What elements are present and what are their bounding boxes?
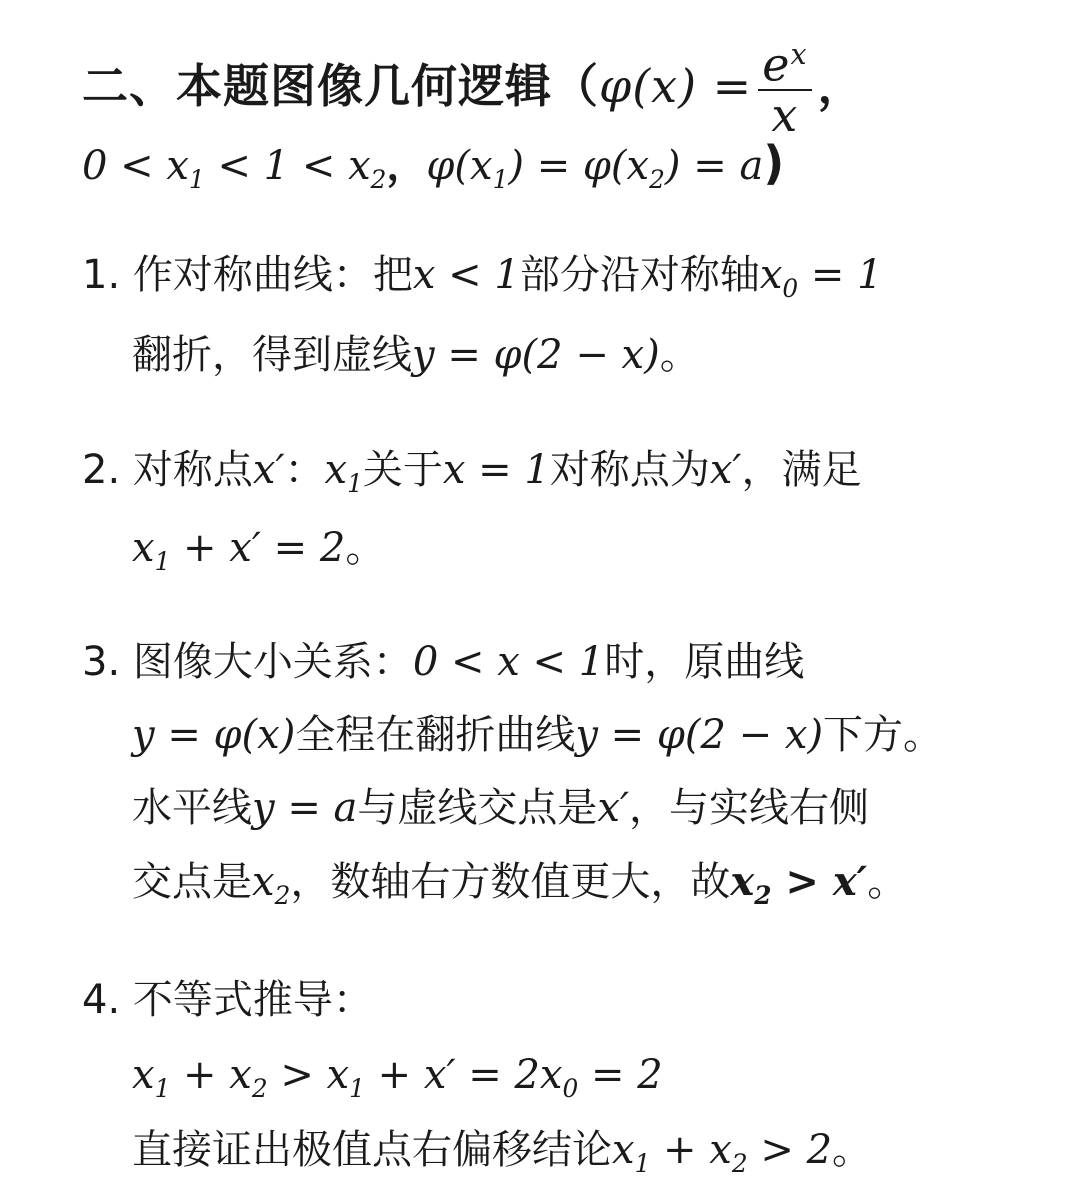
item-3-math: 0 < x < 1 [412, 639, 605, 685]
item-4-text: 直接证出极值点右偏移结论 [132, 1127, 612, 1173]
item-3-text: 全程在翻折曲线 [295, 712, 576, 758]
item-3-math: $x_2$ [252, 859, 291, 910]
item-2-number: 2. [82, 447, 121, 493]
frac-num-base: e [762, 37, 791, 92]
item-1-text: 翻折，得到虚线 [132, 332, 412, 378]
item-1-text: 作对称曲线：把 [132, 252, 413, 298]
item-2-text: ，满足 [741, 447, 862, 493]
section-heading [82, 37, 865, 142]
item-3-text: ，与实线右侧 [629, 785, 870, 831]
item-2-math: $x_1$ [324, 447, 363, 498]
item-1-text: 。 [659, 332, 700, 378]
item-1-line-1 [82, 252, 883, 303]
cond-close-paren: ) [763, 136, 785, 190]
item-3-text: 水平线 [132, 785, 252, 831]
item-4-math: $x_1 + x_2 > x_1 + x' = 2x_0 = 2$ [132, 1052, 663, 1103]
item-2-line-2 [132, 525, 386, 576]
item-2-math: $x_1 + x' = 2$ [132, 525, 346, 576]
item-4-line-3 [132, 1127, 873, 1178]
heading-fraction [758, 37, 811, 142]
item-4-number: 4. [82, 977, 121, 1023]
item-2-text: 关于 [362, 447, 443, 493]
item-3-text: ，数轴右方数值更大，故 [290, 859, 731, 905]
frac-num-sup: x [790, 38, 808, 71]
item-3-text: 。 [867, 859, 908, 905]
item-2-text: 。 [345, 525, 386, 571]
item-4-line-1 [82, 977, 373, 1023]
item-1-math: $x_0 = 1$ [759, 252, 883, 303]
item-2-math: x = 1 [442, 447, 550, 493]
item-3-bold-math: $x_2 > x'$ [730, 858, 868, 910]
item-1-line-2 [132, 332, 700, 378]
cond-ineq: $0 < x_1 < 1 < x_2$ [82, 143, 387, 194]
frac-den: x [771, 87, 799, 142]
item-3-number: 3. [82, 639, 121, 685]
item-4-math: $x_1 + x_2 > 2$ [612, 1127, 833, 1178]
item-3-line-3 [132, 785, 870, 831]
item-2-line-1 [82, 447, 862, 498]
item-4-text: 。 [832, 1127, 873, 1173]
item-3-text: 交点是 [132, 859, 252, 905]
item-1-math: x < 1 [412, 252, 520, 298]
item-3-line-2 [132, 712, 944, 758]
item-1-text: 部分沿对称轴 [519, 252, 760, 298]
heading-phi: φ(x) = [599, 58, 753, 113]
item-3-math: y = φ(x) [132, 712, 296, 758]
item-2-math: x′ [709, 447, 742, 493]
item-3-math: x′ [597, 785, 630, 831]
cond-comma: ， [386, 143, 427, 189]
item-2-text: ： [284, 447, 325, 493]
item-3-text: 下方。 [823, 712, 944, 758]
item-3-line-4 [132, 858, 908, 910]
item-2-math: x′ [252, 447, 285, 493]
item-3-text: 图像大小关系： [132, 639, 413, 685]
item-1-number: 1. [82, 252, 121, 298]
item-3-text: 与虚线交点是 [357, 785, 598, 831]
item-3-math: y = a [252, 785, 358, 831]
item-2-text: 对称点 [132, 447, 253, 493]
item-3-math: y = φ(2 − x) [575, 712, 824, 758]
item-4-line-2 [132, 1052, 663, 1103]
cond-equation: $\varphi(x_1) = \varphi(x_2) = a$ [426, 143, 764, 194]
heading-comma: ， [817, 58, 865, 113]
item-2-text: 对称点为 [549, 447, 710, 493]
item-1-math: y = φ(2 − x) [412, 332, 660, 378]
item-3-line-1 [82, 639, 805, 685]
item-3-text: 时，原曲线 [604, 639, 805, 685]
heading-condition [82, 136, 785, 194]
item-4-text: 不等式推导： [132, 977, 373, 1023]
heading-text: 二、本题图像几何逻辑（ [82, 58, 599, 113]
